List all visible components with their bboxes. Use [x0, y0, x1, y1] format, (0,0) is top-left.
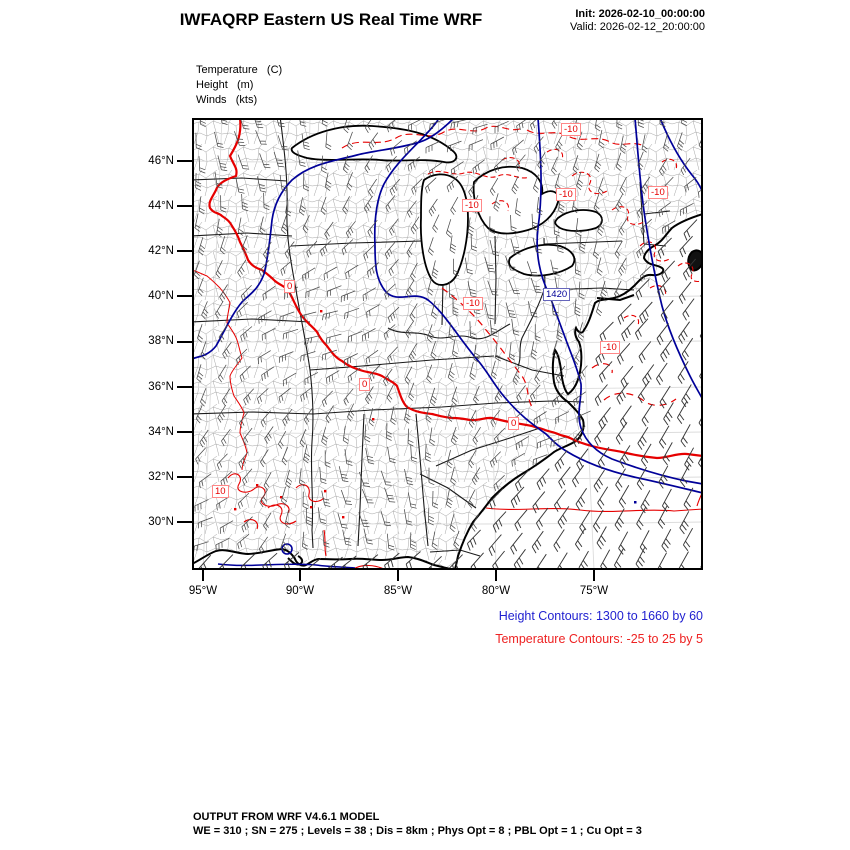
valid-timestamp: Valid: 2026-02-12_20:00:00	[570, 21, 705, 33]
temp-contour-label: 10	[212, 485, 229, 498]
lon-label: 80°W	[481, 585, 511, 597]
temp-contour-label: 0	[508, 417, 519, 430]
temp-contour-label: -10	[561, 123, 581, 136]
temp-contour-label: -10	[600, 341, 620, 354]
lon-label: 85°W	[383, 585, 413, 597]
page-title: IWFAQRP Eastern US Real Time WRF	[179, 10, 483, 29]
lat-tick	[177, 341, 192, 343]
lon-tick	[299, 570, 301, 581]
lat-label: 38°N	[148, 335, 174, 347]
lat-label: 32°N	[148, 471, 174, 483]
temp-contour-label: 0	[284, 280, 295, 293]
temp-contour-label: -10	[462, 199, 482, 212]
temp-contour-label: -10	[648, 186, 668, 199]
field-label-temperature: Temperature (C)	[196, 64, 283, 76]
temperature-contour-legend: Temperature Contours: -25 to 25 by 5	[495, 632, 703, 646]
lat-label: 46°N	[148, 155, 174, 167]
lat-label: 44°N	[148, 200, 174, 212]
footer-config-line: WE = 310 ; SN = 275 ; Levels = 38 ; Dis = 8km ; Phys Opt = 8 ; PBL Opt = 1 ; Cu Opt = 3	[193, 825, 642, 837]
lat-label: 34°N	[148, 426, 174, 438]
lon-tick	[593, 570, 595, 581]
init-timestamp: Init: 2026-02-10_00:00:00	[575, 8, 705, 20]
lon-label: 95°W	[188, 585, 218, 597]
weather-map	[192, 118, 703, 570]
lat-tick	[177, 521, 192, 523]
lat-tick	[177, 160, 192, 162]
temp-contour-label: -10	[556, 188, 576, 201]
height-contour-label: 1420	[543, 288, 570, 301]
lat-tick	[177, 295, 192, 297]
lat-tick	[177, 205, 192, 207]
lon-tick	[495, 570, 497, 581]
temp-contour-label: -10	[463, 297, 483, 310]
lat-tick	[177, 386, 192, 388]
lon-label: 75°W	[579, 585, 609, 597]
field-label-height: Height (m)	[196, 79, 254, 91]
lon-tick	[397, 570, 399, 581]
lat-label: 36°N	[148, 381, 174, 393]
footer-model-line: OUTPUT FROM WRF V4.6.1 MODEL	[193, 811, 380, 823]
lat-tick	[177, 476, 192, 478]
lat-label: 40°N	[148, 290, 174, 302]
lon-tick	[202, 570, 204, 581]
field-label-winds: Winds (kts)	[196, 94, 258, 106]
lat-label: 42°N	[148, 245, 174, 257]
lat-tick	[177, 431, 192, 433]
map-panel	[192, 118, 703, 570]
temp-contour-label: 0	[359, 378, 370, 391]
lon-label: 90°W	[285, 585, 315, 597]
height-contour-legend: Height Contours: 1300 to 1660 by 60	[498, 609, 703, 623]
lat-tick	[177, 250, 192, 252]
lat-label: 30°N	[148, 516, 174, 528]
